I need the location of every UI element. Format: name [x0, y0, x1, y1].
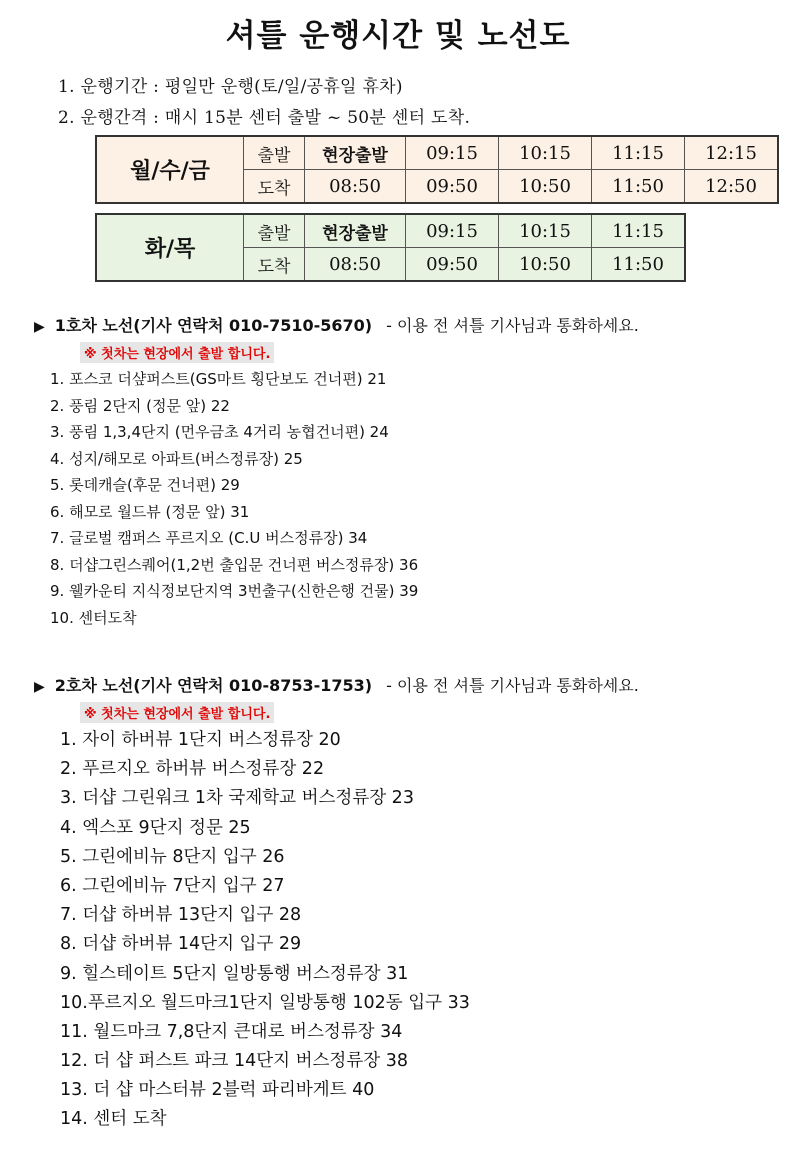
depart-label: 출발 [244, 136, 305, 170]
route1-stop: 1. 포스코 더샾퍼스트(GS마트 횡단보도 건너편) 21 [50, 370, 387, 388]
route1-stop: 5. 롯데캐슬(후문 건너편) 29 [50, 476, 240, 494]
route2-stop: 3. 더샵 그린워크 1차 국제학교 버스정류장 23 [60, 788, 414, 809]
depart-time-cell: 10:15 [499, 214, 592, 248]
route2-stop: 5. 그린에비뉴 8단지 입구 26 [60, 846, 285, 867]
schedule-table-mon-wed-fri [95, 135, 779, 204]
depart-label: 출발 [244, 214, 305, 248]
route2-stop: 14. 센터 도착 [60, 1109, 167, 1130]
arrive-label: 도착 [244, 170, 305, 204]
route1-stop: 8. 더샵그린스퀘어(1,2번 출입문 건너편 버스정류장) 36 [50, 555, 419, 574]
schedule-row-depart [96, 214, 685, 248]
schedule-table-tue-thu [95, 213, 686, 282]
schedule-day-label: 화/목 [96, 214, 244, 281]
info-operating-period: 1. 운행기간 : 평일만 운행(토/일/공휴일 휴차) [58, 77, 403, 97]
schedule-day-label: 월/수/금 [96, 136, 244, 203]
depart-time-cell: 11:15 [592, 136, 685, 170]
route1-stop: 10. 센터도착 [50, 608, 137, 627]
depart-time-cell: 12:15 [685, 136, 779, 170]
arrive-time-cell: 09:50 [406, 170, 499, 204]
route1-stop: 3. 풍림 1,3,4단지 (먼우금초 4거리 농협건너편) 24 [50, 423, 389, 441]
route2-stop-list [60, 726, 470, 1135]
route2-stop: 10.푸르지오 월드마크1단지 일방통행 102동 입구 33 [60, 992, 470, 1013]
route2-stop: 11. 월드마크 7,8단지 큰대로 버스정류장 34 [60, 1021, 403, 1042]
route2-notice: ※ 첫차는 현장에서 출발 합니다. [80, 702, 274, 723]
arrive-time-cell: 11:50 [592, 170, 685, 204]
depart-time-cell: 09:15 [406, 136, 499, 170]
route2-stop: 8. 더샵 하버뷰 14단지 입구 29 [60, 934, 302, 955]
route2-stop: 12. 더 샵 퍼스트 파크 14단지 버스정류장 38 [60, 1051, 408, 1072]
route1-stop: 7. 글로벌 캠퍼스 푸르지오 (C.U 버스정류장) 34 [50, 529, 368, 547]
route1-stop: 2. 풍림 2단지 (정문 앞) 22 [50, 396, 230, 415]
route2-title: 2호차 노선(기사 연락처 010-8753-1753) [54, 676, 373, 695]
route2-stop: 9. 힐스테이트 5단지 일방통행 버스정류장 31 [60, 963, 409, 984]
route1-arrow-icon: ▶ [34, 319, 45, 335]
depart-time-cell: 현장출발 [305, 136, 406, 170]
arrive-time-cell: 11:50 [592, 248, 686, 282]
route2-stop: 13. 더 샵 마스터뷰 2블럭 파리바게트 40 [60, 1080, 375, 1101]
arrive-time-cell: 10:50 [499, 248, 592, 282]
arrive-time-cell: 12:50 [685, 170, 779, 204]
arrive-time-cell: 08:50 [305, 170, 406, 204]
route2-stop: 4. 엑스포 9단지 정문 25 [60, 817, 251, 838]
route2-stop: 2. 푸르지오 하버뷰 버스정류장 22 [60, 759, 325, 780]
schedule-row-depart [96, 136, 778, 170]
route2-header [34, 673, 639, 696]
route1-title: 1호차 노선(기사 연락처 010-7510-5670) [54, 316, 373, 335]
page-title: 셔틀 운행시간 및 노선도 [225, 18, 571, 54]
depart-time-cell: 09:15 [406, 214, 499, 248]
route2-stop: 1. 자이 하버뷰 1단지 버스정류장 20 [60, 730, 341, 750]
route1-stop: 4. 성지/해모로 아파트(버스정류장) 25 [50, 449, 303, 468]
route1-stop-list [50, 366, 418, 631]
arrive-label: 도착 [244, 248, 305, 282]
route2-stop: 6. 그린에비뉴 7단지 입구 27 [60, 875, 285, 896]
route1-header [34, 313, 639, 336]
route1-stop: 6. 해모로 월드뷰 (정문 앞) 31 [50, 502, 250, 521]
arrive-time-cell: 08:50 [305, 248, 406, 282]
route2-stop: 7. 더샵 하버뷰 13단지 입구 28 [60, 905, 302, 926]
arrive-time-cell: 10:50 [499, 170, 592, 204]
route2-note: - 이용 전 셔틀 기사님과 통화하세요. [386, 676, 639, 695]
info-operating-interval: 2. 운행간격 : 매시 15분 센터 출발 ~ 50분 센터 도착. [58, 108, 471, 128]
route1-stop: 9. 웰카운티 지식정보단지역 3번출구(신한은행 건물) 39 [50, 582, 419, 600]
route1-note: - 이용 전 셔틀 기사님과 통화하세요. [386, 316, 639, 335]
route2-arrow-icon: ▶ [34, 679, 45, 695]
arrive-time-cell: 09:50 [406, 248, 499, 282]
depart-time-cell: 현장출발 [305, 214, 406, 248]
depart-time-cell: 11:15 [592, 214, 686, 248]
depart-time-cell: 10:15 [499, 136, 592, 170]
route1-notice: ※ 첫차는 현장에서 출발 합니다. [80, 342, 274, 363]
